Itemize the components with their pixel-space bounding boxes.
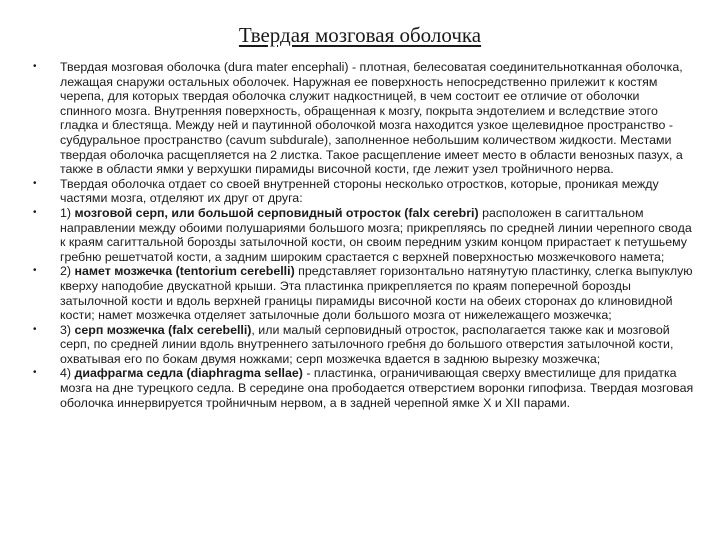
bullet-text: - пластинка, ограничивающая сверху вместилище для придатка мозга на дне турецкого седла. В середине она прободается отверстием воронки гипофиза. Твердая мозговая оболочка иннервируется тройничным нервом, а в задней черепной ямке X и XII парами. xyxy=(60,366,694,410)
term-falx-cerebelli: серп мозжечка (falx cerebelli) xyxy=(74,322,252,337)
bullet-item-diaphragma xyxy=(0,366,720,410)
bullet-number: 1) xyxy=(60,205,75,220)
term-diaphragma-sellae: диафрагма седла (diaphragma sellae) xyxy=(74,366,303,381)
bullet-number: 4) xyxy=(60,366,75,381)
term-tentorium-cerebelli: намет мозжечка (tentorium cerebelli) xyxy=(74,264,295,279)
bullet-text: представляет горизонтально натянутую пластинку, слегка выпуклую кверху наподобие двускатной крыши. Эта пластинка прикрепляется по краям поперечной борозды затылочной кости и вдоль верхней границы пирамиды височной кости на обеих сторонах до клиновидной кости; намет мозжечка отделяет затылочные доли большого мозга от нижележащего мозжечка; xyxy=(60,264,693,323)
bullet-text: Твердая оболочка отдает со своей внутренней стороны несколько отростков, которые, проникая между частями мозга, отделяют их друг от друга: xyxy=(60,176,659,206)
bullet-dot-icon: • xyxy=(33,177,37,189)
bullet-text: Твердая мозговая оболочка (dura mater encephali) - плотная, белесоватая соединительнотканная оболочка, лежащая снаружи остальных оболочек. Наружная ее поверхность непосредственно прилежит к костям черепа, для которых твердая оболочка служит надкостницей, в чем состоит ее отличие от оболочки спинного мозга. Внутренняя поверхность, обращенная к мозгу, покрыта эндотелием и вследствие этого гладка и блестяща. Между ней и паутинной оболочкой мозга находится узкое щелевидное пространство - субдуральное пространство (cavum subdurale), заполненное небольшим количеством жидкости. Местами твердая оболочка расщепляется на 2 листка. Такое расщепление имеет место в области венозных пазух, а также в области ямки у верхушки пирамиды височной кости, где лежит узел тройничного нерва. xyxy=(60,60,683,177)
bullet-text: расположен в сагиттальном направлении между обоими полушариями большого мозга; прикрепляясь по средней линии черепного свода к краям сагиттальной борозды затылочной кости, он своим передним узким концом прирастает к петушьему гребню решетчатой кости, а задним широким срастается с верхней поверхностью мозжечкового намета; xyxy=(60,205,692,264)
bullet-item-tentorium xyxy=(0,264,720,322)
bullet-dot-icon: • xyxy=(33,367,37,379)
bullet-number: 2) xyxy=(60,264,75,279)
bullet-dot-icon: • xyxy=(33,265,37,277)
bullet-dot-icon: • xyxy=(33,323,37,335)
bullet-text: , или малый серповидный отросток, располагается также как и мозговой серп, по средней линии вдоль внутреннего затылочного гребня до большого отверстия затылочной кости, охватывая его по бокам двумя ножками; серп мозжечка вдается в заднюю вырезку мозжечка; xyxy=(60,322,674,366)
bullet-item-processes xyxy=(0,177,720,206)
bullet-item-falx-cerebelli xyxy=(0,323,720,367)
bullet-dot-icon: • xyxy=(33,206,37,218)
slide-title: Твердая мозговая оболочка xyxy=(238,23,482,47)
bullet-item-intro xyxy=(0,60,720,177)
bullet-list xyxy=(0,60,720,410)
term-falx-cerebri: мозговой серп, или большой серповидный отросток (falx cerebri) xyxy=(74,205,479,220)
bullet-dot-icon: • xyxy=(33,61,37,72)
bullet-item-falx-cerebri xyxy=(0,206,720,264)
bullet-number: 3) xyxy=(60,322,75,337)
